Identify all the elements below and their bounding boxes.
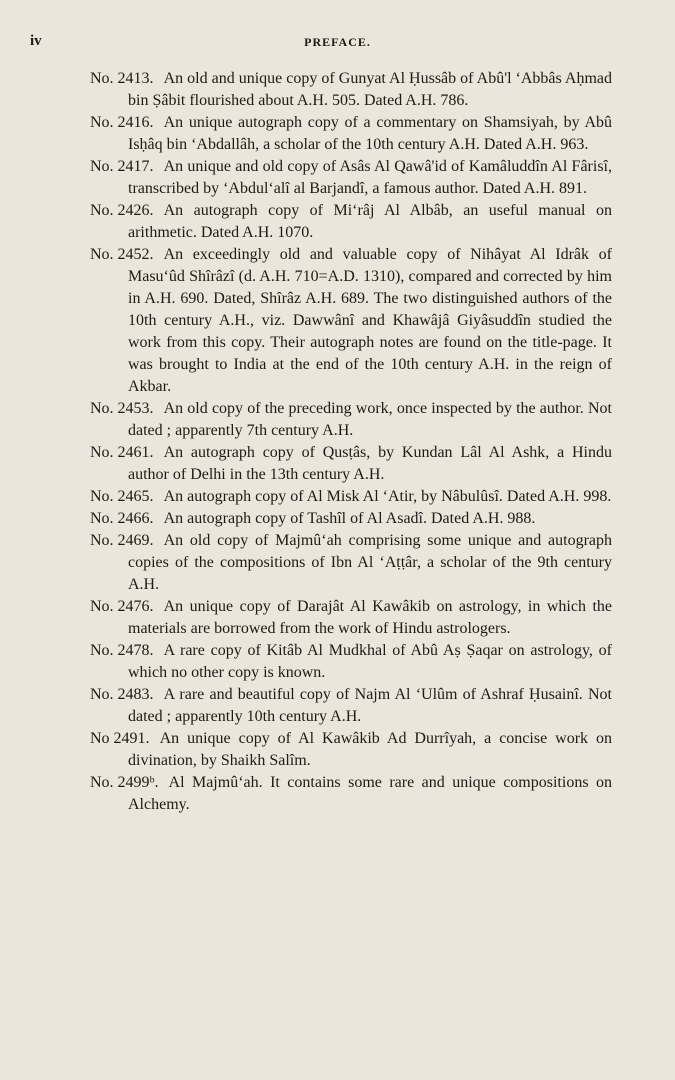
entry-number: No. 2465. bbox=[90, 488, 154, 505]
entry-2476 bbox=[90, 596, 612, 640]
entry-number: No. 2469. bbox=[90, 532, 154, 549]
entry-text: An autograph copy of Mi‘râj Al Albâb, an useful manual on arithmetic. Dated A.H. 1070. bbox=[128, 202, 612, 241]
entry-text: An autograph copy of Qusṭâs, by Kundan Lâl Al Ashk, a Hindu author of Delhi in the 13th century A.H. bbox=[128, 444, 612, 483]
running-head: PREFACE. bbox=[304, 35, 371, 49]
entry-text: Al Majmû‘ah. It contains some rare and unique compositions on Alchemy. bbox=[128, 774, 612, 813]
entry-text: A rare copy of Kitâb Al Mudkhal of Abû Aṣ Ṣaqar on astrology, of which no other copy is known. bbox=[128, 642, 612, 681]
entry-number: No. 2452. bbox=[90, 246, 154, 263]
entry-text: An exceedingly old and valuable copy of Nihâyat Al Idrâk of Masu‘ûd Shîrâzî (d. A.H. 710=A.D. 1310), compared and corrected by him in A.H. 690. Dated, Shîrâz A.H. 689. The two distinguished authors of the 10th century A.H., viz. Dawwânî and Khawâjâ Giyâsuddîn studied the work from this copy. Their autograph notes are found on the title-page. It was brought to India at the end of the 10th century A.H. in the reign of Akbar. bbox=[128, 246, 612, 395]
entry-number: No. 2499ᵇ. bbox=[90, 774, 159, 791]
entry-text: A rare and beautiful copy of Najm Al ‘Ulûm of Ashraf Ḥusainî. Not dated ; apparently 10th century A.H. bbox=[128, 686, 612, 725]
entry-number: No. 2416. bbox=[90, 114, 154, 131]
entry-2483 bbox=[90, 684, 612, 728]
entry-number: No. 2461. bbox=[90, 444, 154, 461]
entry-2465 bbox=[90, 486, 612, 508]
entry-2466 bbox=[90, 508, 612, 530]
entry-2416 bbox=[90, 112, 612, 156]
entry-text: An unique copy of Darajât Al Kawâkib on astrology, in which the materials are borrowed from the work of Hindu astrologers. bbox=[128, 598, 612, 637]
entry-number: No. 2483. bbox=[90, 686, 154, 703]
entry-text: An unique copy of Al Kawâkib Ad Durrîyah, a concise work on divination, by Shaikh Salîm. bbox=[128, 730, 612, 769]
entry-number: No. 2417. bbox=[90, 158, 154, 175]
entry-2413 bbox=[90, 68, 612, 112]
entry-2491 bbox=[90, 728, 612, 772]
entry-text: An unique and old copy of Asâs Al Qawâ'id of Kamâluddîn Al Fârisî, transcribed by ‘Abdul‘alî al Barjandî, a famous author. Dated A.H. 891. bbox=[128, 158, 612, 197]
entry-number: No. 2476. bbox=[90, 598, 154, 615]
entry-2469 bbox=[90, 530, 612, 596]
entry-text: An old copy of the preceding work, once inspected by the author. Not dated ; apparently 7th century A.H. bbox=[128, 400, 612, 439]
entry-number: No. 2413. bbox=[90, 70, 154, 87]
entry-text: An unique autograph copy of a commentary on Shamsiyah, by Abû Isḥâq bin ‘Abdallâh, a scholar of the 10th century A.H. Dated A.H. 963. bbox=[128, 114, 612, 153]
entry-2452 bbox=[90, 244, 612, 398]
entry-text: An old copy of Majmû‘ah comprising some unique and autograph copies of the compositions of Ibn Al ‘Aṭṭâr, a scholar of the 9th century A.H. bbox=[128, 532, 612, 593]
entry-2426 bbox=[90, 200, 612, 244]
entry-number: No. 2453. bbox=[90, 400, 154, 417]
entry-text: An old and unique copy of Gunyat Al Ḥussâb of Abû'l ‘Abbâs Aḥmad bin Ṣâbit flourished about A.H. 505. Dated A.H. 786. bbox=[128, 70, 612, 109]
entry-2478 bbox=[90, 640, 612, 684]
entry-number: No. 2426. bbox=[90, 202, 154, 219]
entry-number: No 2491. bbox=[90, 730, 150, 747]
page-number: iv bbox=[30, 33, 42, 49]
entry-text: An autograph copy of Al Misk Al ‘Atir, by Nâbulûsî. Dated A.H. 998. bbox=[163, 488, 612, 505]
entry-number: No. 2466. bbox=[90, 510, 154, 527]
entry-2461 bbox=[90, 442, 612, 486]
entry-2453 bbox=[90, 398, 612, 442]
entry-number: No. 2478. bbox=[90, 642, 154, 659]
entry-list bbox=[90, 68, 612, 816]
entry-text: An autograph copy of Tashîl of Al Asadî. Dated A.H. 988. bbox=[163, 510, 536, 527]
entry-2417 bbox=[90, 156, 612, 200]
entry-2499b bbox=[90, 772, 612, 816]
